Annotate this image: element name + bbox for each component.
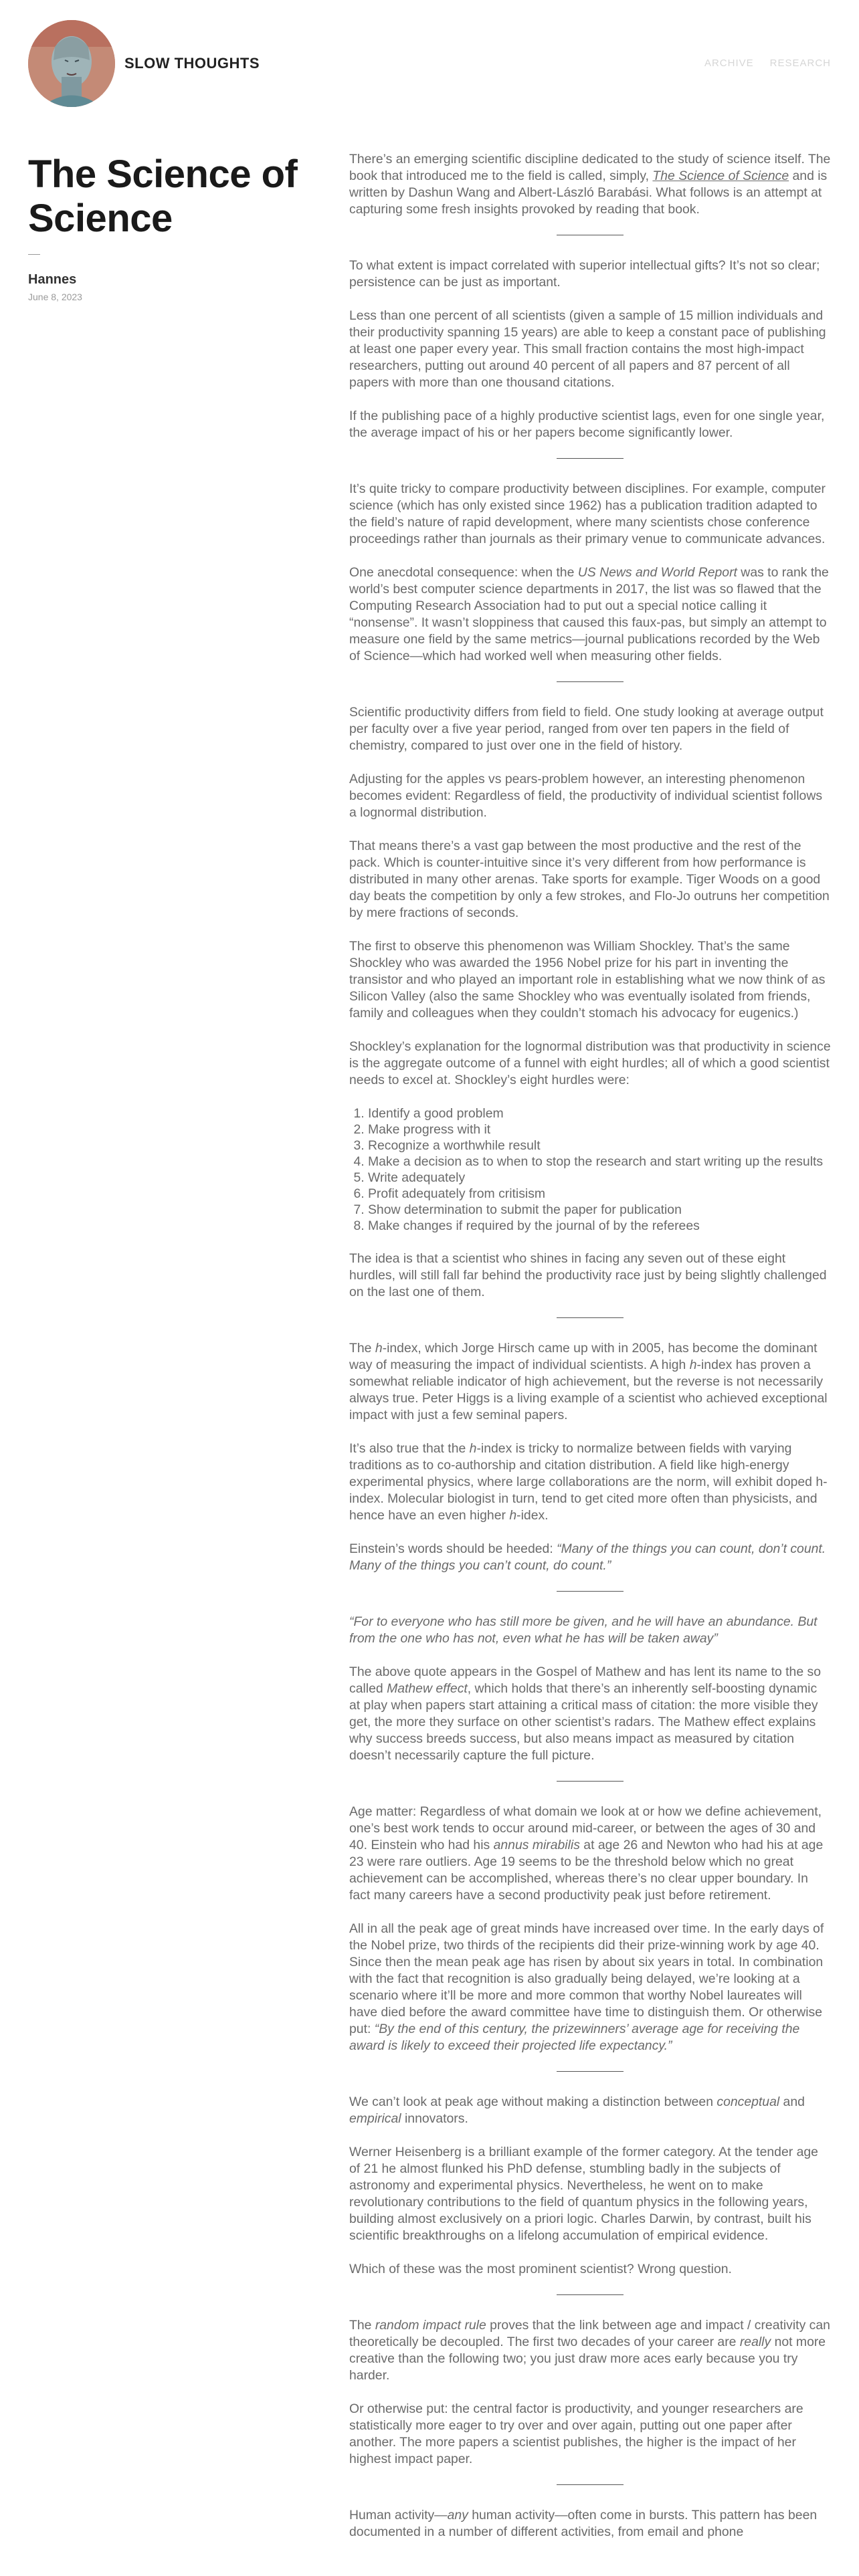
paragraph: Shockley’s explanation for the lognormal distribution was that productivity in science is the aggregate outcome of a funnel with eight hurdles; all of which a good scientist needs to excel at. Shockley’s eight hurdles were: <box>349 1039 831 1087</box>
list-item: 4. Make a decision as to when to stop the research and start writing up the results <box>368 1154 831 1170</box>
list-item: 8. Make changes if required by the journal of by the referees <box>368 1218 831 1234</box>
section-divider <box>557 2484 624 2485</box>
list-item: 3. Recognize a worthwhile result <box>368 1138 831 1154</box>
section-divider <box>557 681 624 682</box>
section-divider <box>557 2294 624 2295</box>
section-divider <box>557 1591 624 1592</box>
paragraph: Or otherwise put: the central factor is productivity, and younger researchers are statistically more eager to try over and over again, putting out one paper after another. The more papers a scientist publishes, the higher is the impact of her highest impact paper. <box>349 2401 803 2466</box>
paragraph: Scientific productivity differs from field to field. One study looking at average output per faculty over a five year period, ranged from over ten papers in the field of chemistry, compared to just over one in the field of history. <box>349 705 824 753</box>
paragraph: If the publishing pace of a highly productive scientist lags, even for one single year, the average impact of his or her papers become significantly lower. <box>349 409 825 440</box>
paragraph: All in all the peak age of great minds have increased over time. In the early days of the Nobel prize, two thirds of the recipients did their prize-winning work by age 40. Since then the mean peak age has risen by about six years in total. In combination with the fact that recognition is also gradually being delayed, we’re looking at a scenario where it’ll be more and more common that worthy Nobel laureates will have died before the award committee have time to distinguish them. Or otherwise put: “By the end of this century, the prizewinners’ average age for receiving the award is likely to exceed their projected life expectancy.” <box>349 1921 824 2053</box>
list-item: 1. Identify a good problem <box>368 1105 831 1121</box>
paragraph: Human activity—any human activity—often come in bursts. This pattern has been documented in a number of different activities, from email and phone <box>349 2508 818 2539</box>
paragraph: It’s quite tricky to compare productivity between disciplines. For example, computer science (which has only existed since 1962) has a publication tradition adapted to the field’s nature of rapid development, where many scientists chose conference proceedings rather than journals as their primary venue to communicate advances. <box>349 481 826 546</box>
section-divider <box>557 458 624 459</box>
post-author: Hannes <box>28 272 77 287</box>
paragraph: The idea is that a scientist who shines in facing any seven out of these eight hurdles, will still fall far behind the productivity race just by being slightly challenged on the last one of them. <box>349 1251 827 1299</box>
post-meta <box>28 152 309 302</box>
paragraph: It’s also true that the h-index is tricky to normalize between fields with varying traditions as to co-authorship and citation distribution. A field like high-energy experimental physics, where large collaborations are the norm, will exhibit doped h-index. Molecular biologist in turn, tend to get cited more often than physicists, and hence have an even higher h-idex. <box>349 1441 828 1523</box>
avatar[interactable] <box>28 20 115 107</box>
hurdles-list <box>368 1105 831 1234</box>
quote-paragraph: “For to everyone who has still more be given, and he will have an abundance. But from the one who has not, even what he has will be taken away” <box>349 1614 818 1646</box>
book-link[interactable]: The Science of Science <box>652 169 789 183</box>
nav-link-archive[interactable]: ARCHIVE <box>704 58 754 69</box>
paragraph: Werner Heisenberg is a brilliant example of the former category. At the tender age of 21 he almost flunked his PhD defense, stumbling badly in the subjects of astronomy and experimental physics. Nevertheless, he went on to make revolutionary contributions to the field of quantum physics in the following years, building almost exclusively on a priori logic. Charles Darwin, by contrast, built his scientific breakthroughs on a lifelong accumulation of empirical evidence. <box>349 2145 818 2243</box>
list-item: 7. Show determination to submit the paper for publication <box>368 1202 831 1218</box>
main-nav <box>704 58 831 69</box>
post-title: The Science of Science <box>28 152 298 240</box>
paragraph: To what extent is impact correlated with superior intellectual gifts? It’s not so clear; persistence can be just as important. <box>349 258 820 290</box>
paragraph: Age matter: Regardless of what domain we look at or how we define achievement, one’s best work tends to occur around mid-career, or between the ages of 30 and 40. Einstein who had his annus mirabilis at age 26 and Newton who had his at age 23 were rare outliers. Age 19 seems to be the threshold below which no great achievement can be accomplished, whereas there’s no clear upper boundary. In fact many careers have a second productivity peak just before retirement. <box>349 1804 824 1903</box>
site-title[interactable]: SLOW THOUGHTS <box>124 55 260 72</box>
title-divider <box>28 254 40 255</box>
paragraph: There’s an emerging scientific discipline dedicated to the study of science itself. The book that introduced me to the field is called, simply, The Science of Science and is written by Dashun Wang and Albert-László Barabási. What follows is an attempt at capturing some fresh insights provoked by reading that book. <box>349 152 831 217</box>
paragraph: We can’t look at peak age without making a distinction between conceptual and empirical innovators. <box>349 2095 805 2126</box>
section-divider <box>557 2071 624 2072</box>
paragraph: One anecdotal consequence: when the US News and World Report was to rank the world’s best computer science departments in 2017, the list was so flawed that the Computing Research Association had to put out a special notice calling it “nonsense”. It wasn’t sloppiness that caused this faux-pas, but simply an attempt to measure one field by the same metrics—journal publications recorded by the Web of Science—which had worked well when measuring other fields. <box>349 565 829 663</box>
list-item: 2. Make progress with it <box>368 1121 831 1138</box>
section-divider <box>557 1317 624 1318</box>
paragraph: That means there’s a vast gap between the most productive and the rest of the pack. Which is counter-intuitive since it’s very different from how performance is distributed in many other arenas. Take sports for example. Tiger Woods on a good day beats the competition by only a few strokes, and Flo-Jo outruns her competition by mere fractions of seconds. <box>349 839 830 920</box>
paragraph: Adjusting for the apples vs pears-problem however, an interesting phenomenon becomes evident: Regardless of field, the productivity of individual scientist follows a lognormal distribution. <box>349 772 823 820</box>
paragraph: The h-index, which Jorge Hirsch came up with in 2005, has become the dominant way of measuring the impact of individual scientists. A high h-index has proven a somewhat reliable indicator of high achievement, but the reverse is not necessarily always true. Peter Higgs is a living example of a scientist who achieved exceptional impact with just a few seminal papers. <box>349 1341 828 1422</box>
list-item: 5. Write adequately <box>368 1170 831 1186</box>
nav-link-research[interactable]: RESEARCH <box>769 58 831 69</box>
section-divider <box>557 1781 624 1782</box>
paragraph: The first to observe this phenomenon was William Shockley. That’s the same Shockley who was awarded the 1956 Nobel prize for his part in inventing the transistor and who played an important role in establishing what we now think of as Silicon Valley (also the same Shockley who was eventually isolated from friends, family and colleagues when they couldn’t stomach his advocacy for eugenics.) <box>349 939 826 1021</box>
paragraph: The random impact rule proves that the link between age and impact / creativity can theoretically be decoupled. The first two decades of your career are really not more creative than the following two; you just draw more aces early because you try harder. <box>349 2318 830 2383</box>
paragraph: Einstein’s words should be heeded: “Many of the things you can count, don’t count. Many of the things you can’t count, do count.” <box>349 1541 826 1573</box>
list-item: 6. Profit adequately from critisism <box>368 1186 831 1202</box>
paragraph: The above quote appears in the Gospel of Mathew and has lent its name to the so called Mathew effect, which holds that there’s an inherently self-boosting dynamic at play when papers start attaining a critical mass of citation: the more visible they get, the more they surface on other scientist’s radars. The Mathew effect explains why success breeds success, but also means impact as measured by citation doesn’t necessarily capture the full picture. <box>349 1665 821 1763</box>
paragraph: Less than one percent of all scientists (given a sample of 15 million individuals and their productivity spanning 15 years) are able to keep a constant pace of publishing at least one paper every year. This small fraction contains the most high-impact researchers, putting out around 40 percent of all papers and 87 percent of all papers with more than one thousand citations. <box>349 308 826 390</box>
paragraph: Which of these was the most prominent scientist? Wrong question. <box>349 2262 732 2276</box>
site-header <box>0 0 859 120</box>
post-date: June 8, 2023 <box>28 292 82 302</box>
article-body <box>349 151 831 2557</box>
avatar-portrait-image <box>28 20 115 107</box>
